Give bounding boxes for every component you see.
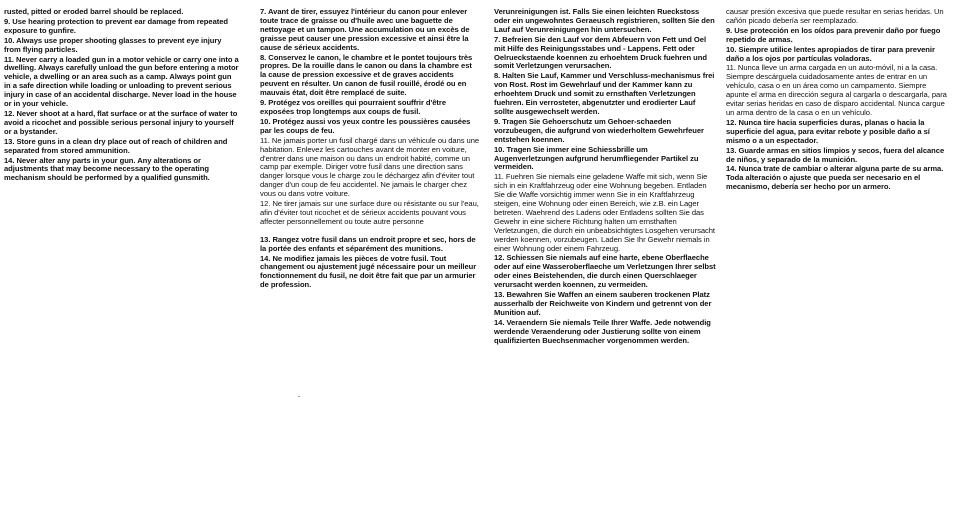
en-rule-14: 14. Never alter any parts in your gun. Any alterations or adjustments that may become necessary to the operating mechanism should be performed by a qualified gunsmith.: [4, 155, 210, 183]
de-rule-8: 8. Halten Sie Lauf, Kammer und Verschluss-mechanismus frei von Rost. Rost im Gewehrlauf und der Kammer kann zu erhoehtem Druck und somit zu ernsthaften Verletzungen fuehren. Ein verrosteter, abgenutzter und erodierter Lauf sollte ausgewechselt werden.: [494, 71, 715, 116]
en-continuation-8: rusted, pitted or eroded barrel should be replaced.: [4, 7, 184, 16]
es-rule-10: 10. Siempre utilice lentes apropiados de tirar para prevenir daño a los ojos por partículas voladoras.: [726, 44, 935, 63]
french-column: [260, 8, 480, 291]
de-rule-10: 10. Tragen Sie immer eine Schiessbrille um Augenverletzungen aufgrund herumfliegender Partikel zu vermeiden.: [494, 144, 699, 172]
fr-rule-8: 8. Conservez le canon, le chambre et le pontet toujours très propres. De la rouille dans le canon ou dans la chambre est la cause de pression excessive et de graves accidents peuvent en résulter. Un canon de fusil rouillé, érodé ou en mauvais état, doit être remplacé de suite.: [260, 52, 473, 98]
en-rule-9: 9. Use hearing protection to prevent ear damage from repeated exposure to gunfire.: [4, 16, 228, 35]
fr-rule-9: 9. Protégez vos oreilles qui pourraient souffrir d'être exposées trop longtemps aux coups de fusil.: [260, 98, 446, 116]
es-rule-11: 11. Nunca lleve un arma cargada en un auto-móvil, ni a la casa. Siempre descárguela cuidadosamente antes de entrar en un vehículo, casa o en un área como un campamento. Siempre apunte el arma en dirección segura al cargarla o descargarla, para evitar serias heridas en caso de disparo accidental. Nunca cargue un arma dentro de la casa o en un vehículo.: [726, 63, 947, 117]
de-rule-7: 7. Befreien Sie den Lauf vor dem Abfeuern von Fett und Oel mit Hilfe des Reinigungsstabes und - Lappens. Fett oder Oelrueckstaende koennen zu erhoehtem Druck fuehren und somit Verletzungen verursachen.: [494, 34, 707, 71]
print-speck: [298, 396, 300, 397]
de-rule-12: 12. Schiessen Sie niemals auf eine harte, ebene Oberflaeche oder auf eine Wasseroberflaeche um Verletzungen Ihrer selbst oder eines Beistehenden, die durch einen Querschlaeger verursacht werden koennen, zu vermeiden.: [494, 253, 716, 290]
es-rule-9: 9. Use protección en los oídos para prevenir daño por fuego repetido de armas.: [726, 25, 941, 44]
fr-rule-11: 11. Ne jamais porter un fusil chargé dans un véhicule ou dans une habitation. Enlevez les cartouches avant de monter en voiture, d'entrer dans une maison ou dans un endroit habité, comme un camp par exemple. Diriger votre fusil dans une direction sans danger lorsque vous le charge zou le déchargez afin d'éviter tout danger d'un coup de feu accidentel. Ne jamais le charger chez vous ou dans votre voiture.: [260, 135, 480, 199]
fr-rule-14: 14. Ne modifiez jamais les pièces de votre fusil. Tout changement ou ajustement jugé nécessaire pour un meilleur fonctionnement du fusil, ne doit être fait que par un armurier de profession.: [260, 253, 477, 290]
es-continuation-8: causar presión excesiva que puede resultar en serias heridas. Un cañón picado debería ser reemplazado.: [726, 7, 944, 25]
fr-rule-12: 12. Ne tirer jamais sur une surface dure ou résistante ou sur l'eau, afin d'éviter tout ricochet et de sérieux accidents pouvant vous affecter personnellement ou toute autre personne: [260, 199, 479, 226]
es-rule-14: 14. Nunca trate de cambiar o alterar alguna parte de su arma. Toda alteración o ajuste que pueda ser necesario en el mecanismo, debería ser hecho por un armero.: [726, 164, 944, 192]
en-rule-13: 13. Store guns in a clean dry place out of reach of children and separated from stored ammunition.: [4, 136, 228, 155]
de-rule-9: 9. Tragen Sie Gehoerschutz um Gehoer-schaeden vorzubeugen, die aufgrund von wiederholtem Gewehrfeuer entstehen koennen.: [494, 116, 704, 144]
en-rule-10: 10. Always use proper shooting glasses to prevent eye injury from flying particles.: [4, 35, 222, 54]
en-rule-11: 11. Never carry a loaded gun in a motor vehicle or carry one into a dwelling. Always carefully unload the gun before entering a motor vehicle, a dwelling or an area such as a camp. Always point gun in a safe direction while loading or unloading to prevent serious injury in case of an accidental discharge. Never load in the house or in your vehicle.: [4, 54, 239, 109]
fr-rule-7: 7. Avant de tirer, essuyez l'intérieur du canon pour enlever toute trace de graisse ou d'huile avec une baguette de nettoyage et un tampon. Une accumulation ou un excès de graisse peut causer une pression excessive et ainsi être la cause de sérieux accidents.: [260, 7, 470, 52]
es-rule-12: 12. Nunca tire hacia superficies duras, planas o hacia la superficie del agua, para evitar rebote y posible daño a sí mismo o a un espectador.: [726, 117, 930, 145]
es-rule-13: 13. Guarde armas en sitios limpios y secos, fuera del alcance de niños, y separado de la munición.: [726, 145, 945, 164]
de-rule-11: 11. Fuehren Sie niemals eine geladene Waffe mit sich, wenn Sie sich in ein Kraftfahrzeug oder eine Wohnung begeben. Entladen Sie die Waffe vorsichtig immer wenn Sie in ein Kraftfahrzeug steigen, eine Wohnung oder einen Bereich, wie z.B. ein Lager betreten. Waehrend des Ladens oder Entladens sollten Sie das Gewehr in eine sichere Richtung halten um ernsthaften Verletzungen, die durch ein unbeabsichtigtes Losgehen verursacht werden koennen, vorzubeugen. Laden Sie Ihr Gewehr niemals in einer Wohnung oder einem Fahrzeug.: [494, 172, 715, 253]
english-column: [4, 8, 240, 184]
de-continuation-6: Verunreinigungen ist. Falls Sie einen leichten Rueckstoss oder ein ungewohntes Geraeusch registrieren, sollten Sie den Lauf auf Verunreinigungen hin untersuchen.: [494, 7, 715, 34]
fr-rule-10: 10. Protégez aussi vos yeux contre les poussières causées par les coups de feu.: [260, 116, 471, 135]
fr-rule-13: 13. Rangez votre fusil dans un endroit propre et sec, hors de la portée des enfants et séparément des munitions.: [260, 234, 476, 253]
spanish-column: [726, 8, 948, 193]
de-rule-14: 14. Veraendern Sie niemals Teile Ihrer Waffe. Jede notwendig werdende Veraenderung oder Justierung sollte von einem qualifizierten Buechsenmacher vorgenommen werden.: [494, 317, 711, 345]
de-rule-13: 13. Bewahren Sie Waffen an einem sauberen trockenen Platz ausserhalb der Reichweite von Kindern und getrennt von der Munition auf.: [494, 290, 712, 317]
en-rule-12: 12. Never shoot at a hard, flat surface or at the surface of water to avoid a ricochet and possible serious personal injury to yourself or a bystander.: [4, 108, 238, 136]
german-column: [494, 8, 716, 347]
